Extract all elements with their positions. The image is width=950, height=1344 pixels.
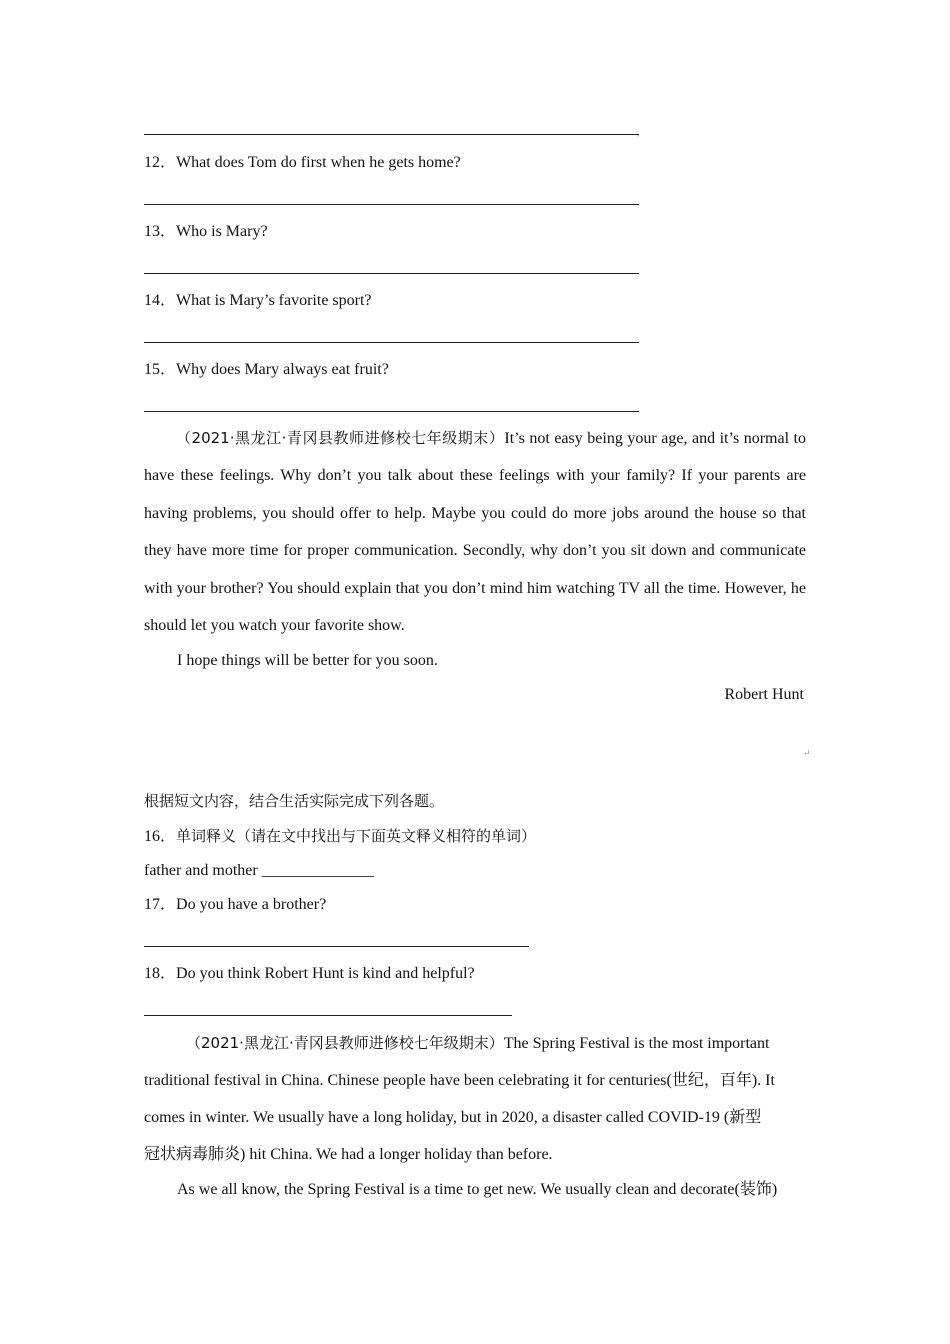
paragraph-mark: ,: [637, 128, 640, 138]
question-16: [144, 826, 536, 847]
question-17: [144, 895, 326, 915]
question-text: Who is Mary?: [176, 223, 268, 240]
question-13: [144, 222, 268, 242]
passage-closing: I hope things will be better for you soon.: [177, 652, 438, 669]
answer-line[interactable]: [144, 204, 639, 205]
definition-text: father and mother: [144, 862, 258, 879]
question-number: 16．: [144, 828, 177, 845]
question-text: What does Tom do first when he gets home?: [176, 154, 461, 171]
question-text: Do you have a brother?: [176, 896, 327, 913]
instructions: 根据短文内容，结合生活实际完成下列各题。: [144, 792, 445, 810]
passage-source: （2021·黑龙江·青冈县教师进修校七年级期末）: [186, 1034, 504, 1052]
question-text: What is Mary’s favorite sport?: [176, 292, 372, 309]
answer-line[interactable]: [144, 411, 639, 412]
question-text: 单词释义（请在文中找出与下面英文释义相符的单词）: [176, 827, 537, 845]
answer-line[interactable]: [144, 273, 639, 274]
question-number: 15．: [144, 361, 177, 378]
question-number: 14．: [144, 292, 177, 309]
passage-body: It’s not easy being your age, and it’s normal to have these feelings. Why don’t you talk about these feelings with your family? If your parents are having problems, you should offer to help. Maybe you could do more jobs around the house so that they have more time for proper communication. Secondly, why don’t you sit down and communicate with your brother? You should explain that you don’t mind him watching TV all the time. However, he should let you watch your favorite show.: [144, 430, 806, 635]
passage-source: （2021·黑龙江·青冈县教师进修校七年级期末）: [176, 429, 505, 447]
question-number: 18．: [144, 965, 177, 982]
answer-line[interactable]: [144, 342, 639, 343]
passage-2-line-2: traditional festival in China. Chinese people have been celebrating it for centuries(世纪，百年). It: [144, 1072, 775, 1089]
passage-2-line-3: comes in winter. We usually have a long holiday, but in 2020, a disaster called COVID-19 (新型: [144, 1109, 762, 1126]
question-15: [144, 360, 389, 380]
question-number: 17．: [144, 896, 177, 913]
question-14: [144, 291, 372, 311]
answer-line[interactable]: [144, 1015, 512, 1016]
question-text: Do you think Robert Hunt is kind and helpful?: [176, 965, 475, 982]
question-number: 13．: [144, 223, 177, 240]
passage-2-line-1: [186, 1033, 769, 1054]
question-number: 12．: [144, 154, 177, 171]
signature: Robert Hunt: [724, 686, 804, 703]
passage-text: The Spring Festival is the most important: [503, 1035, 770, 1052]
passage-1: [144, 420, 806, 644]
question-16-item: [144, 861, 374, 881]
fill-blank[interactable]: ______________: [261, 862, 374, 879]
question-text: Why does Mary always eat fruit?: [176, 361, 389, 378]
paragraph-mark: ↵: [803, 748, 811, 758]
answer-line[interactable]: [144, 134, 639, 135]
question-12: [144, 153, 461, 173]
passage-2-line-4: 冠状病毒肺炎) hit China. We had a longer holiday than before.: [144, 1146, 553, 1163]
question-18: [144, 964, 475, 984]
passage-2-line-5: As we all know, the Spring Festival is a time to get new. We usually clean and decorate(装饰): [177, 1181, 778, 1198]
answer-line[interactable]: [144, 946, 529, 947]
